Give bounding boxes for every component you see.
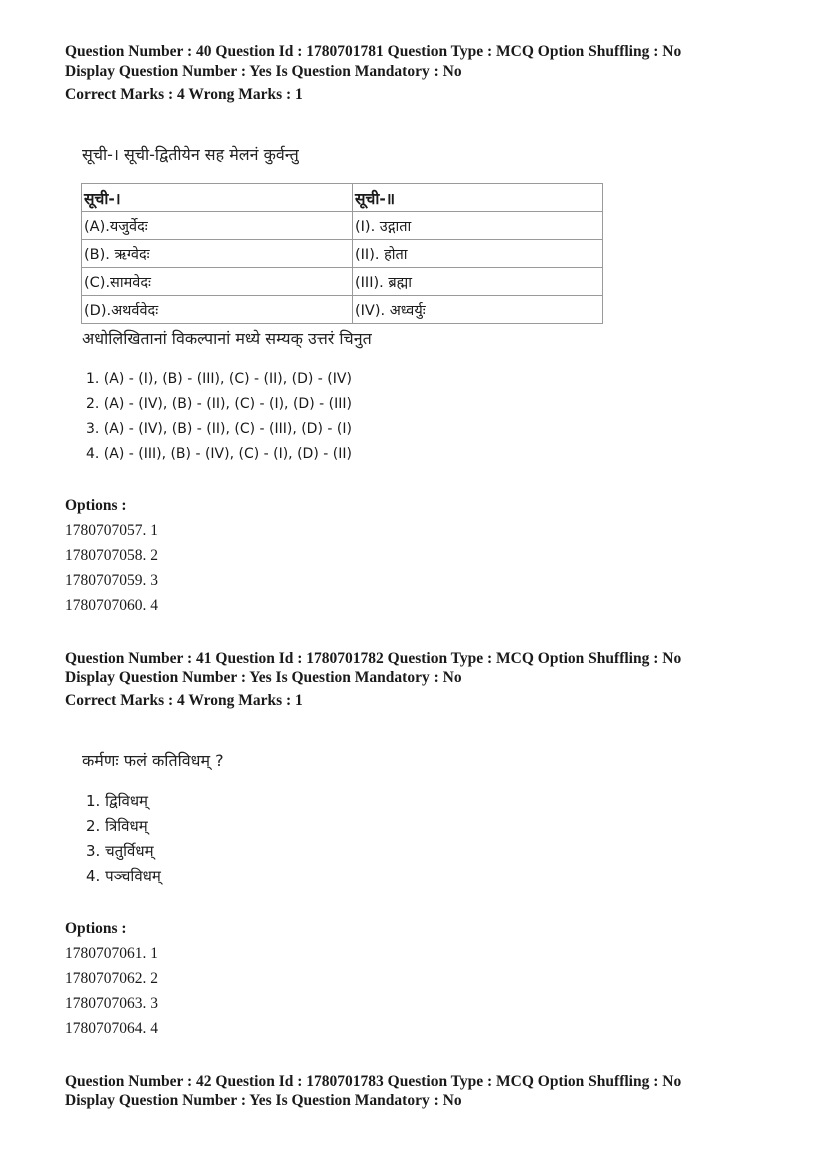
choice-item: 4. पञ्चविधम्: [86, 867, 161, 885]
question-40-instruction: अधोलिखितानां विकल्पानां मध्ये सम्यक् उत्तरं चिनुत: [82, 329, 372, 348]
question-40-marks: Correct Marks : 4 Wrong Marks : 1: [65, 86, 303, 103]
table-cell: (A).यजुर्वेदः: [82, 212, 353, 240]
choice-item: 2. त्रिविधम्: [86, 817, 148, 835]
question-41-marks: Correct Marks : 4 Wrong Marks : 1: [65, 692, 303, 709]
question-40-meta-line2: Display Question Number : Yes Is Question Mandatory : No: [65, 63, 462, 80]
option-item: 1780707063. 3: [65, 995, 158, 1012]
table-cell: (II). होता: [353, 240, 603, 268]
table-row: [82, 240, 603, 268]
choice-item: 1. (A) - (I), (B) - (III), (C) - (II), (D) - (IV): [86, 371, 352, 387]
table-cell: (III). ब्रह्मा: [353, 268, 603, 296]
question-40-options-title: Options :: [65, 497, 127, 514]
choice-item: 4. (A) - (III), (B) - (IV), (C) - (I), (D) - (II): [86, 446, 352, 462]
choice-item: 2. (A) - (IV), (B) - (II), (C) - (I), (D) - (III): [86, 396, 352, 412]
choice-item: 3. (A) - (IV), (B) - (II), (C) - (III), (D) - (I): [86, 421, 352, 437]
table-row: [82, 268, 603, 296]
option-item: 1780707058. 2: [65, 547, 158, 564]
choice-item: 1. द्विविधम्: [86, 792, 149, 810]
question-42-meta-line2: Display Question Number : Yes Is Question Mandatory : No: [65, 1092, 462, 1109]
option-item: 1780707060. 4: [65, 597, 158, 614]
option-item: 1780707061. 1: [65, 945, 158, 962]
table-cell: (B). ऋग्वेदः: [82, 240, 353, 268]
table-row: [82, 296, 603, 324]
question-41-meta-line2: Display Question Number : Yes Is Question Mandatory : No: [65, 669, 462, 686]
option-item: 1780707059. 3: [65, 572, 158, 589]
question-41-meta-line1: Question Number : 41 Question Id : 1780701782 Question Type : MCQ Option Shuffling : No: [65, 650, 682, 667]
table-cell: (C).सामवेदः: [82, 268, 353, 296]
question-41-choices: [86, 789, 161, 889]
table-cell: (D).अथर्ववेदः: [82, 296, 353, 324]
question-40-options: [65, 518, 158, 618]
question-40-stem: सूची-। सूची-द्वितीयेन सह मेलनं कुर्वन्तु: [82, 145, 299, 164]
table-row: [82, 212, 603, 240]
table-cell: (IV). अध्वर्युः: [353, 296, 603, 324]
option-item: 1780707057. 1: [65, 522, 158, 539]
question-41-options-title: Options :: [65, 920, 127, 937]
question-41-stem: कर्मणः फलं कतिविधम् ?: [82, 751, 224, 770]
option-item: 1780707062. 2: [65, 970, 158, 987]
question-40-choices: [86, 367, 352, 467]
table-header-row: [82, 184, 603, 212]
option-item: 1780707064. 4: [65, 1020, 158, 1037]
table-header-list-2: सूची-॥: [353, 184, 603, 212]
table-header-list-1: सूची-।: [82, 184, 353, 212]
matching-table: [81, 183, 603, 324]
question-40-meta-line1: Question Number : 40 Question Id : 1780701781 Question Type : MCQ Option Shuffling : No: [65, 43, 682, 60]
choice-item: 3. चतुर्विधम्: [86, 842, 154, 860]
question-41-options: [65, 941, 158, 1041]
question-42-meta-line1: Question Number : 42 Question Id : 1780701783 Question Type : MCQ Option Shuffling : No: [65, 1073, 682, 1090]
table-cell: (I). उद्गाता: [353, 212, 603, 240]
